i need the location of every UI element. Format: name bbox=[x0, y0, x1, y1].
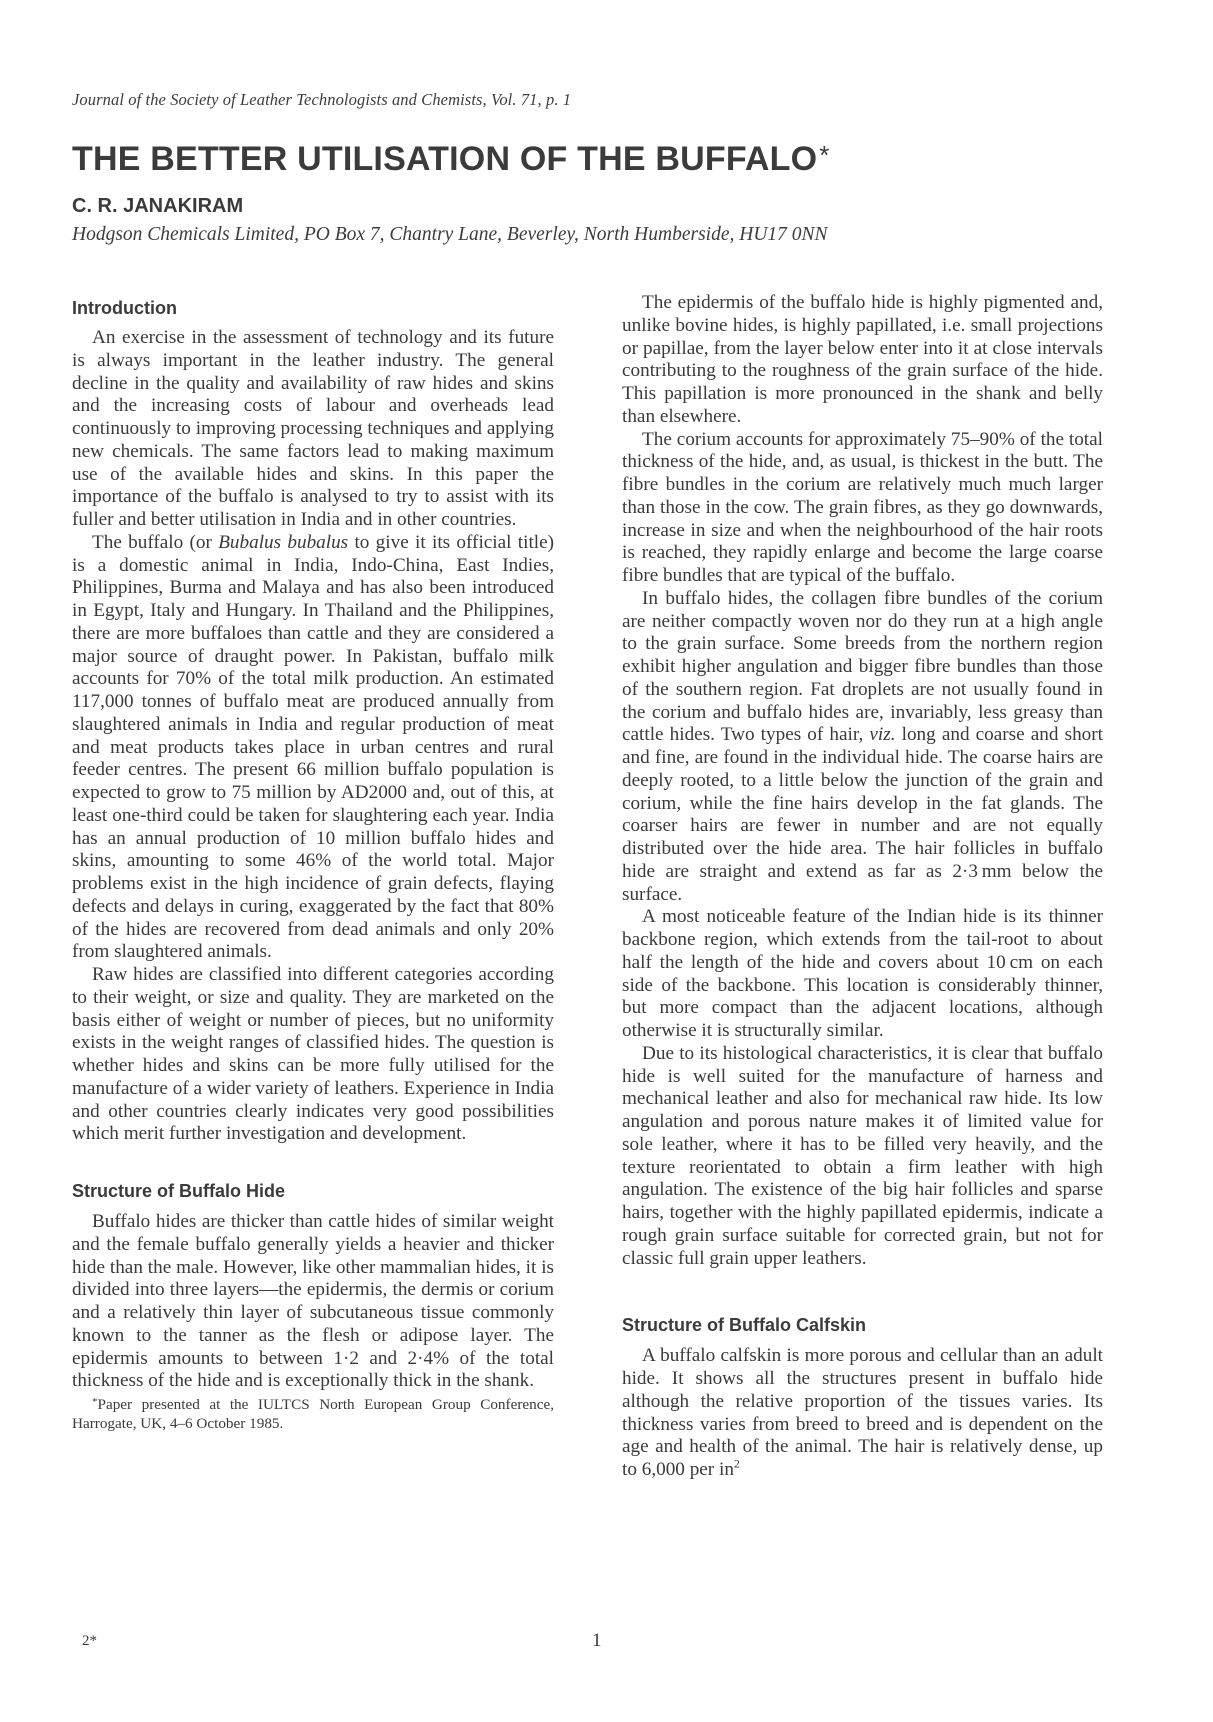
signature-mark: 2* bbox=[82, 1633, 97, 1649]
section-heading-introduction: Introduction bbox=[72, 298, 177, 318]
text-run: In buffalo hides, the collagen fibre bundles of the corium are neither compactly woven nor do they run at a high angle to the grain surface. Some breeds from the northern region exhibit higher angulation and bigger fibre bundles than those of the southern region. Fat droplets are not usually found in the corium and buffalo hides are, invariably, less greasy than cattle hides. Two types of hair, bbox=[622, 587, 1103, 746]
author-name: C. R. JANAKIRAM bbox=[72, 195, 244, 217]
text-run: A buffalo calfskin is more porous and cellular than an adult hide. It shows all the structures present in buffalo hide although the relative proportion of the tissues varies. Its thickness varies from breed to breed and is dependent on the age and health of the animal. The hair is relatively dense, up to 6,000 per in bbox=[622, 1345, 1103, 1480]
right-column bbox=[622, 292, 1103, 1482]
species-name: Bubalus bubalus bbox=[218, 531, 349, 553]
paragraph: An exercise in the assessment of technology and its future is always important in the leather industry. The general decline in the quality and availability of raw hides and skins and the increasing costs of labour and overheads lead continuously to improving processing techniques and applying new chemicals. The same factors lead to making maximum use of the available hides and skins. In this paper the importance of the buffalo is analysed to try to assist with its fuller and better utilisation in India and in other countries. bbox=[72, 327, 554, 530]
text-run: The buffalo (or bbox=[92, 531, 219, 553]
footnote bbox=[72, 1393, 554, 1433]
paragraph: The corium accounts for approximately 75–90% of the total thickness of the hide, and, as usual, is thickest in the butt. The fibre bundles in the corium are relatively much much larger than those in the cow. The grain fibres, as they go downwards, increase in size and when the neighbourhood of the hair roots is reached, they rapidly enlarge and become the large coarse fibre bundles that are typical of the buffalo. bbox=[622, 428, 1103, 586]
author-affiliation: Hodgson Chemicals Limited, PO Box 7, Chantry Lane, Beverley, North Humberside, HU17 0NN bbox=[72, 224, 828, 245]
page-number: 1 bbox=[592, 1630, 602, 1651]
footnote-marker: * bbox=[92, 1396, 98, 1408]
paragraph: Raw hides are classified into different categories according to their weight, or size and quality. They are marketed on the basis either of weight or number of pieces, but no uniformity exists in the weight ranges of classified hides. The question is whether hides and skins can be more fully utilised for the manufacture of a wider variety of leathers. Experience in India and other countries clearly indicates very good possibilities which merit further investigation and development. bbox=[72, 964, 554, 1145]
paragraph bbox=[72, 532, 554, 964]
section-heading-structure-calfskin: Structure of Buffalo Calfskin bbox=[622, 1315, 867, 1336]
footnote-text: Paper presented at the IULTCS North European Group Conference, Harrogate, UK, 4–6 October 1985. bbox=[72, 1396, 554, 1432]
paragraph: Buffalo hides are thicker than cattle hides of similar weight and the female buffalo generally yields a heavier and thicker hide than the male. However, like other mammalian hides, it is divided into three layers—the epidermis, the dermis or corium and a relatively thin layer of subcutaneous tissue commonly known to the tanner as the flesh or adipose layer. The epidermis amounts to between 1·2 and 2·4% of the total thickness of the hide and is exceptionally thick in the shank. bbox=[72, 1211, 554, 1392]
paragraph bbox=[622, 588, 1103, 907]
article-title bbox=[72, 140, 830, 179]
section-heading-structure-hide: Structure of Buffalo Hide bbox=[72, 1181, 286, 1201]
text-run: long and coarse and short and fine, are found in the individual hide. The coarse hairs are deeply rooted, to a little below the junction of the grain and corium, while the fine hairs develop in the fat glands. The coarser hairs are fewer in number and are not equally distributed over the hide area. The hair follicles in buffalo hide are straight and extend as far as 2·3 mm below the surface. bbox=[622, 724, 1103, 905]
paragraph: Due to its histological characteristics, it is clear that buffalo hide is well suited for the manufacture of harness and mechanical leather and also for mechanical raw hide. Its low angulation and porous nature makes it of limited value for sole leather, where it has to be filled very heavily, and the texture reorientated to obtain a firm leather with high angulation. The existence of the big hair follicles and sparse hairs, together with the highly papillated epidermis, indicate a rough grain surface suitable for corrected grain, but not for classic full grain upper leathers. bbox=[622, 1042, 1103, 1269]
journal-citation: Journal of the Society of Leather Technologists and Chemists, Vol. 71, p. 1 bbox=[72, 90, 572, 109]
paragraph: The epidermis of the buffalo hide is highly pigmented and, unlike bovine hides, is highly papillated, i.e. small projections or papillae, from the layer below enter into it at close intervals contributing to the roughness of the grain surface of the hide. This papillation is more pronounced in the shank and belly than elsewhere. bbox=[622, 292, 1103, 427]
paragraph bbox=[622, 1345, 1103, 1482]
superscript: 2 bbox=[733, 1456, 740, 1471]
left-column bbox=[72, 297, 554, 1433]
article-title-text: THE BETTER UTILISATION OF THE BUFFALO bbox=[72, 140, 818, 178]
text-run: to give it its official title) is a domestic animal in India, Indo-China, East Indies, Philippines, Burma and Malaya and has also been introduced in Egypt, Italy and Hungary. In Thailand and the Philippines, there are more buffaloes than cattle and they are considered a major source of draught power. In Pakistan, buffalo milk accounts for 70% of the total milk production. An estimated 117,000 tonnes of buffalo meat are produced annually from slaughtered animals in India and regular production of meat and meat products takes place in urban centres and rural feeder centres. The present 66 million buffalo population is expected to grow to 75 million by AD2000 and, out of this, at least one-third could be taken for slaughtering each year. India has an annual production of 10 million buffalo hides and skins, amounting to some 46% of the world total. Major problems exist in the high incidence of grain defects, flaying defects and delays in curing, exaggerated by the fact that 80% of the hides are recovered from dead animals and only 20% from slaughtered animals. bbox=[72, 531, 555, 963]
title-footnote-marker[interactable]: * bbox=[819, 140, 830, 170]
paragraph: A most noticeable feature of the Indian hide is its thinner backbone region, which extends from the tail-root to about half the length of the hide and covers about 10 cm on each side of the backbone. This location is considerably thinner, but more compact than the adjacent locations, although otherwise it is structurally similar. bbox=[622, 906, 1103, 1041]
italic-term: viz. bbox=[869, 724, 896, 746]
